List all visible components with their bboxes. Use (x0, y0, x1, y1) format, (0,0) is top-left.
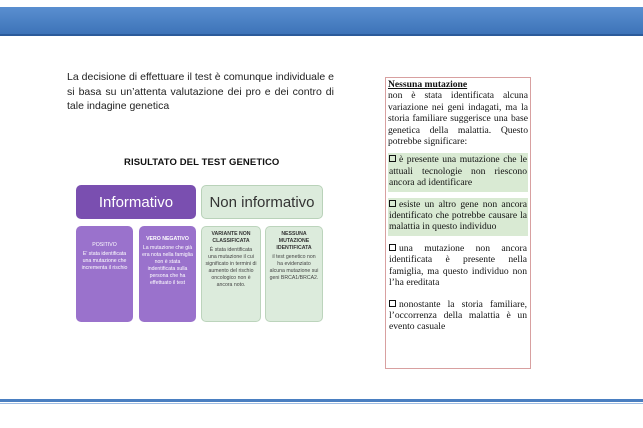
checkbox-icon (389, 300, 396, 307)
card-positive (76, 226, 133, 322)
card-true-negative (139, 226, 196, 322)
non-informative-header: Non informativo (201, 185, 323, 219)
card-title: NESSUNA MUTAZIONE IDENTIFICATA (276, 231, 312, 251)
card-text: E’ stata identificata una mutazione che incrementa il rischio (81, 251, 128, 271)
panel-lead (388, 79, 528, 147)
panel-item-text: una mutazione non ancora identificata è presente nella famiglia, ma questo individuo non l’ha ereditata (389, 242, 527, 289)
header-band (0, 0, 643, 38)
checkbox-icon (389, 155, 396, 162)
result-title: RISULTATO DEL TEST GENETICO (124, 157, 280, 168)
panel-item-text: esiste un altro gene non ancora identificato che potrebbe causare la malattia in questo individuo (389, 198, 527, 233)
card-text: La mutazione che già era nota nella famiglia non è stata indentificata sulla persona che ha effettuato il test (142, 245, 193, 286)
informative-header: Informativo (76, 185, 196, 219)
panel-lead-text: non è stata identificata alcuna variazione nei geni indagati, ma la storia familiare suggerisce una base genetica della malattia. Questo potrebbe significare: (388, 90, 528, 148)
card-no-mutation (265, 226, 323, 322)
checkbox-icon (389, 244, 396, 251)
no-mutation-panel (385, 77, 531, 369)
card-text: È stata identificata una mutazione il cui significato in termini di aumento del rischio oncologico non è ancora noto. (205, 247, 257, 288)
intro-paragraph: La decisione di effettuare il test è comunque individuale e si basa su un’attenta valutazione dei pro e dei contro di tale indagine genetica (67, 71, 334, 112)
panel-item (388, 242, 528, 292)
checkbox-icon (389, 200, 396, 207)
panel-item (388, 298, 528, 336)
footer-line-thin (0, 403, 643, 404)
panel-item-text: è presente una mutazione che le attuali tecnologie non riescono ancora ad identificare (389, 154, 527, 189)
card-title: VARIANTE NON CLASSIFICATA (211, 231, 251, 244)
panel-title: Nessuna mutazione (388, 79, 468, 90)
card-title: POSITIVO (92, 242, 117, 248)
panel-item (388, 198, 528, 236)
panel-item (388, 153, 528, 191)
card-text: il test genetico non ha evidenziato alcuna mutazione sui geni BRCA1/BRCA2. (269, 254, 319, 281)
panel-item-text: nonostante la storia familiare, l’occorrenza della malattia è un evento casuale (389, 298, 527, 333)
card-unclassified-variant (201, 226, 261, 322)
footer-line (0, 399, 643, 402)
card-title: VERO NEGATIVO (146, 236, 189, 242)
header-bar (0, 7, 643, 36)
